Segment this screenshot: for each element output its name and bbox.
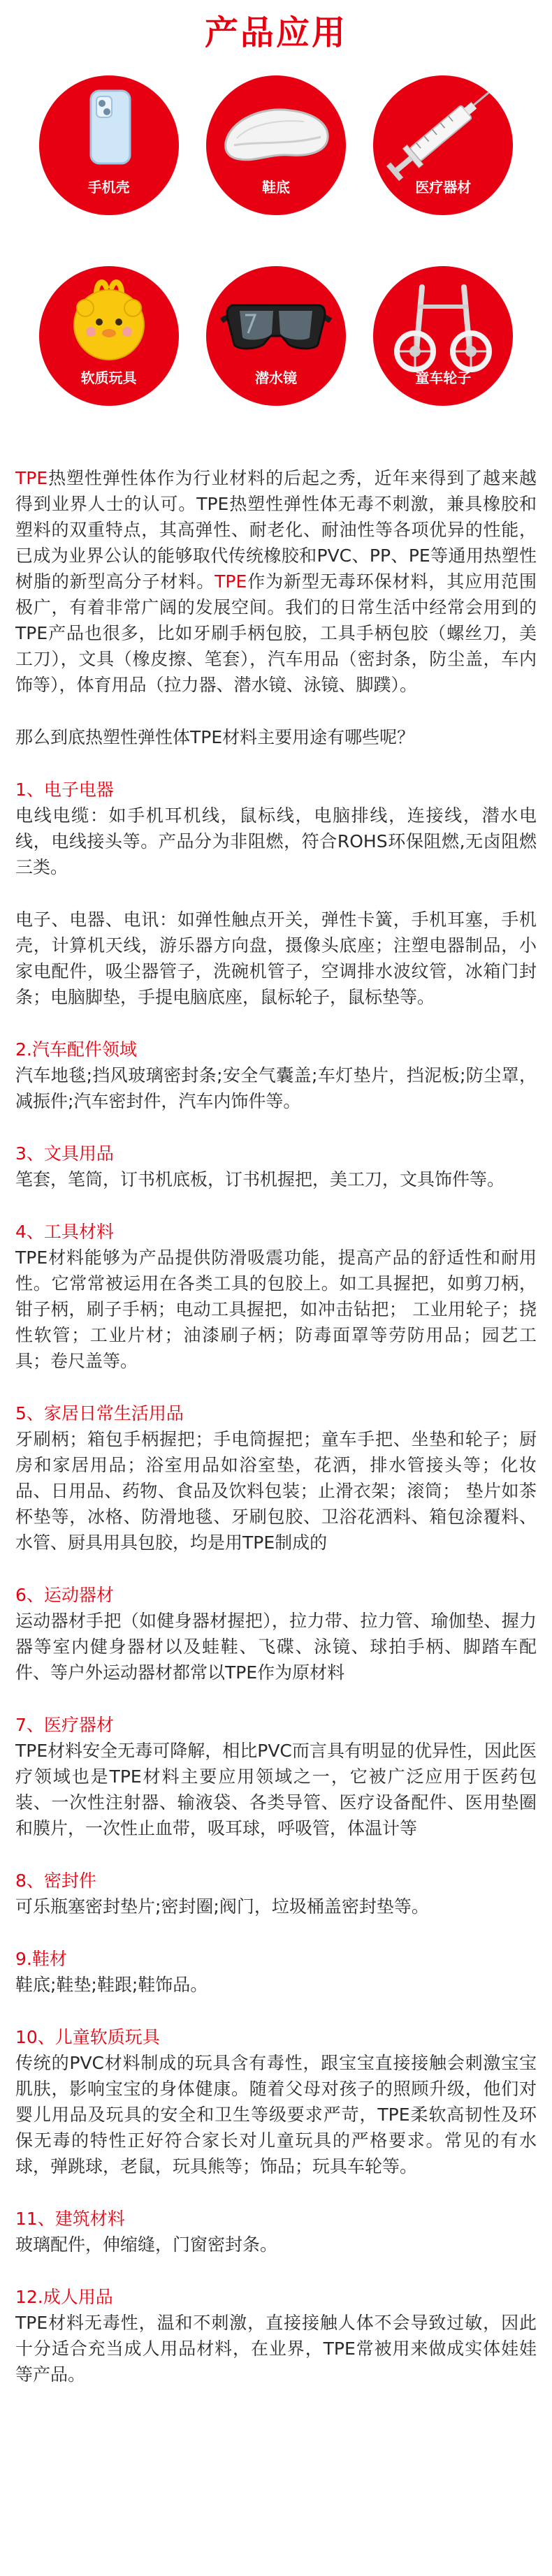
- section-heading: 1、电子电器: [15, 780, 114, 800]
- section-heading: 6、运动器材: [15, 1585, 114, 1605]
- page-title: 产品应用: [204, 13, 347, 52]
- icon-cell-toy-ball: [25, 266, 192, 425]
- icon-label: 潜水镜: [254, 369, 297, 386]
- section: [15, 1712, 537, 1841]
- section: [15, 2284, 537, 2387]
- section-heading: 4、工具材料: [15, 1222, 114, 1242]
- intro-lead-term: TPE: [15, 468, 48, 488]
- section-heading: 10、儿童软质玩具: [15, 2027, 160, 2047]
- section: [15, 1141, 537, 1192]
- section: [15, 1582, 537, 1685]
- icon-cell-phone-case: [25, 75, 192, 234]
- section: [15, 777, 537, 1010]
- intro-text-1: 热塑性弹性体作为行业材料的后起之秀，近年来得到了越来越得到业界人士的认可。TPE热塑性弹性体无毒不刺激，兼具橡胶和塑料的双重特点，其高弹性、耐老化、耐油性等各项优异的性能，已成为业界公认的能够取代传统橡胶和PVC、PP、PE等通用热塑性树脂的新型高分子材料。: [15, 468, 537, 592]
- section-paragraph: 可乐瓶塞密封垫片;密封圈;阀门，垃圾桶盖密封垫等。: [15, 1896, 429, 1917]
- section-heading: 3、文具用品: [15, 1143, 114, 1164]
- section-paragraph: 电子、电器、电讯：如弹性触点开关，弹性卡簧，手机耳塞，手机壳，计算机天线，游乐器方向盘，摄像头底座；注塑电器制品，小家电配件，吸尘器管子，洗碗机管子，空调排水波纹管，冰箱门封条；电脑脚垫，手提电脑底座，鼠标轮子，鼠标垫等。: [15, 909, 537, 1007]
- section-heading: 8、密封件: [15, 1871, 96, 1891]
- section: [15, 1868, 537, 1919]
- article-body: [0, 425, 552, 2387]
- section: [15, 1037, 537, 1114]
- section-paragraph: 电线电缆：如手机耳机线，鼠标线，电脑排线，连接线，潜水电线，电线接头等。产品分为非阻燃，符合ROHS环保阻燃,无卤阻燃三类。: [15, 805, 537, 877]
- section: [15, 1400, 537, 1556]
- phone-case-circle: [39, 75, 179, 215]
- diving-mask-circle: [206, 266, 346, 406]
- section-paragraph: 传统的PVC材料制成的玩具含有毒性，跟宝宝直接接触会刺激宝宝肌肤，影响宝宝的身体健康。随着父母对孩子的照顾升级，他们对婴儿用品及玩具的安全和卫生等级要求严苛，TPE柔软高韧性及环保无毒的特性正好符合家长对儿童玩具的严格要求。常见的有水球，弹跳球，老鼠，玩具熊等；饰品；玩具车轮等。: [15, 2053, 537, 2176]
- icon-cell-diving-mask: [192, 266, 359, 425]
- section: [15, 1219, 537, 1374]
- section-heading: 11、建筑材料: [15, 2209, 125, 2229]
- section-heading: 2.汽车配件领域: [15, 1039, 137, 1060]
- title-block: [0, 0, 552, 61]
- icon-cell-stroller-wheels: [360, 266, 527, 425]
- shoe-sole-circle: [206, 75, 346, 215]
- intro-text-2: 作为新型无毒环保材料，其应用范围极广，有着非常广阔的发展空间。我们的日常生活中经常会用到的TPE产品也很多，比如牙刷手柄包胶，工具手柄包胶（螺丝刀，美工刀），文具（橡皮擦、笔套），汽车用品（密封条，防尘盖，车内饰等），体育用品（拉力器、潜水镜、泳镜、脚蹼）。: [15, 571, 537, 695]
- section-paragraph: 运动器材手把（如健身器材握把），拉力带、拉力管、瑜伽垫、握力器等室内健身器材以及蛙鞋、飞碟、泳镜、球拍手柄、脚踏车配件、等户外运动器材都常以TPE作为原材料: [15, 1611, 537, 1683]
- icon-cell-shoe-sole: [192, 75, 359, 234]
- section-paragraph: 鞋底;鞋垫;鞋跟;鞋饰品。: [15, 1975, 208, 1995]
- icon-label: 软质玩具: [80, 369, 137, 386]
- icon-label: 医疗器材: [415, 179, 472, 196]
- section-heading: 7、医疗器材: [15, 1715, 114, 1735]
- application-icon-grid: [0, 61, 552, 425]
- section-paragraph: 牙刷柄；箱包手柄握把；手电筒握把；童车手把、坐垫和轮子；厨房和家居用品；浴室用品如浴室垫，花洒，排水管接头等；化妆品、日用品、药物、食品及饮料包装；止滑衣架；滚筒； 垫片如茶杯垫等，冰格、防滑地毯、牙刷包胶、卫浴花洒料、箱包涂覆料、水管、厨具用具包胶，均是用TPE制成的: [15, 1429, 537, 1553]
- section-paragraph: 玻璃配件，伸缩缝，门窗密封条。: [15, 2234, 278, 2255]
- icon-label: 手机壳: [87, 179, 130, 196]
- icon-label: 鞋底: [261, 179, 290, 196]
- sections-container: [15, 777, 537, 2387]
- section-heading: 12.成人用品: [15, 2287, 113, 2307]
- section-heading: 9.鞋材: [15, 1949, 67, 1969]
- section-paragraph: 汽车地毯;挡风玻璃密封条;安全气囊盖;车灯垫片，挡泥板;防尘罩，减振件;汽车密封件，汽车内饰件等。: [15, 1065, 537, 1111]
- toy-ball-circle: [39, 266, 179, 406]
- intro-accent-term: TPE: [215, 571, 247, 592]
- section-heading: 5、家居日常生活用品: [15, 1403, 184, 1424]
- section: [15, 1946, 537, 1998]
- syringe-circle: [373, 75, 513, 215]
- icon-label: 童车轮子: [415, 369, 472, 386]
- section-paragraph: 笔套，笔筒，订书机底板，订书机握把，美工刀，文具饰件等。: [15, 1169, 505, 1190]
- section-paragraph: TPE材料无毒性，温和不刺激，直接接触人体不会导致过敏，因此十分适合充当成人用品材料，在业界，TPE常被用来做成实体娃娃等产品。: [15, 2313, 537, 2385]
- stroller-wheels-circle: [373, 266, 513, 406]
- section-paragraph: TPE材料安全无毒可降解，相比PVC而言具有明显的优异性，因此医疗领域也是TPE材料主要应用领域之一，它被广泛应用于医药包装、一次性注射器、输液袋、各类导管、医疗设备配件、医用垫圈和膜片，一次性止血带，吸耳球，呼吸管，体温计等: [15, 1741, 537, 1838]
- question-paragraph: 那么到底热塑性弹性体TPE材料主要用途有哪些呢？: [15, 727, 415, 747]
- intro-paragraph: [15, 465, 537, 698]
- section-paragraph: TPE材料能够为产品提供防滑吸震功能，提高产品的舒适性和耐用性。它常常被运用在各类工具的包胶上。如工具握把，如剪刀柄，钳子柄，刷子手柄；电动工具握把，如冲击钻把； 工业用轮子；挠性软管；工业片材；油漆刷子柄；防毒面罩等劳防用品；园艺工具；卷尺盖等。: [15, 1247, 537, 1371]
- section: [15, 2206, 537, 2257]
- icon-cell-syringe: [360, 75, 527, 234]
- section: [15, 2024, 537, 2179]
